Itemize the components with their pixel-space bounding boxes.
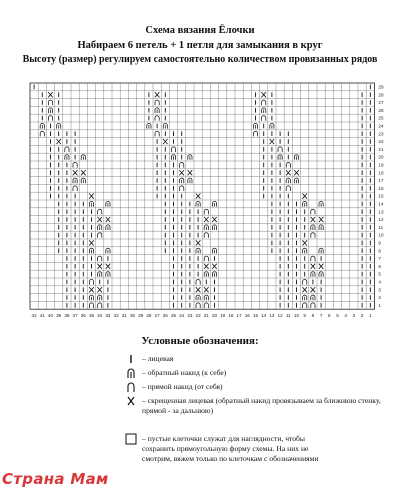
empty-cell-icon <box>124 432 138 446</box>
row-label: 16 <box>378 185 384 191</box>
column-label: 39 <box>56 313 62 319</box>
column-label: 13 <box>269 313 275 319</box>
row-label: 17 <box>378 178 384 184</box>
logo: Страна Мам <box>2 470 109 488</box>
row-label: 26 <box>378 107 384 113</box>
column-label: 42 <box>31 313 37 319</box>
column-label: 10 <box>293 313 300 319</box>
row-label: 9 <box>378 240 381 246</box>
row-label: 20 <box>378 154 384 160</box>
row-label: 19 <box>378 162 384 168</box>
column-label: 9 <box>303 313 306 319</box>
back-yarnover-icon <box>124 366 138 380</box>
column-label: 15 <box>252 313 259 319</box>
row-label: 28 <box>378 92 384 98</box>
column-label: 30 <box>129 313 136 319</box>
row-label: 11 <box>378 224 384 230</box>
column-label: 23 <box>187 313 193 319</box>
column-label: 14 <box>261 313 267 319</box>
row-label: 6 <box>378 263 381 269</box>
row-label: 14 <box>378 201 384 207</box>
row-label: 27 <box>378 100 384 106</box>
row-label: 24 <box>378 123 384 129</box>
row-label: 4 <box>378 279 381 285</box>
column-label: 11 <box>285 313 291 319</box>
row-label: 18 <box>378 170 384 176</box>
column-label: 16 <box>244 313 250 319</box>
column-label: 35 <box>88 313 95 319</box>
yarnover-icon <box>124 380 138 394</box>
crossed-knit-icon <box>124 394 138 408</box>
row-label: 2 <box>378 295 381 301</box>
column-label: 18 <box>228 313 234 319</box>
column-label: 3 <box>352 313 356 319</box>
legend-item-knit: – лицевая <box>142 354 174 363</box>
row-label: 23 <box>378 131 384 137</box>
legend-item-crossed-knit: – скрещенная лицевая (обратный накид провязываем за ближнюю стенку, прямой - за дальнюю) <box>142 396 381 415</box>
column-label: 34 <box>97 313 103 319</box>
column-label: 38 <box>64 313 70 319</box>
row-label: 22 <box>378 139 384 145</box>
knit-icon <box>124 352 138 366</box>
legend-item-back-yarnover: – обратный накид (к себе) <box>142 368 227 377</box>
column-label: 27 <box>154 313 160 319</box>
column-label: 32 <box>113 313 119 319</box>
column-label: 7 <box>319 313 323 319</box>
column-label: 21 <box>203 313 209 319</box>
column-label: 33 <box>105 313 111 319</box>
row-label: 12 <box>378 217 384 223</box>
column-label: 37 <box>72 313 78 319</box>
column-label: 25 <box>170 313 177 319</box>
column-label: 19 <box>220 313 226 319</box>
column-label: 6 <box>328 313 331 319</box>
column-label: 28 <box>146 313 152 319</box>
row-label: 7 <box>378 256 381 262</box>
column-label: 24 <box>179 313 185 319</box>
column-label: 31 <box>121 313 127 319</box>
column-label: 12 <box>277 313 283 319</box>
column-label: 2 <box>360 313 364 319</box>
page-title: Схема вязания Ёлочки <box>145 25 255 36</box>
row-label: 1 <box>378 302 381 308</box>
row-label: 10 <box>378 232 384 238</box>
column-label: 20 <box>211 313 218 319</box>
column-label: 41 <box>39 313 45 319</box>
legend-item-yarnover: – прямой накид (от себя) <box>142 382 223 391</box>
column-label: 17 <box>236 313 242 319</box>
row-label: 29 <box>378 84 384 90</box>
page-subtitle: Набираем 6 петель + 1 петля для замыкания в круг <box>77 40 323 51</box>
row-label: 5 <box>378 271 381 277</box>
column-label: 26 <box>162 313 168 319</box>
column-label: 5 <box>336 313 339 319</box>
legend-title: Условные обозначения: <box>141 335 259 347</box>
row-label: 21 <box>378 146 384 152</box>
row-label: 13 <box>378 209 384 215</box>
column-label: 29 <box>138 313 144 319</box>
legend-item-empty-cell: – пустые клеточки служат для наглядности, чтобы сохранить прямоугольную форму схемы. На них не смотрим, вяжем только по клеточкам с обозначениями <box>142 434 319 463</box>
column-label: 8 <box>311 313 315 319</box>
row-label: 25 <box>378 115 384 121</box>
row-label: 15 <box>378 193 384 199</box>
column-label: 40 <box>47 313 54 319</box>
row-label: 8 <box>378 248 381 254</box>
column-label: 36 <box>80 313 86 319</box>
column-label: 1 <box>369 313 372 319</box>
column-label: 4 <box>344 313 347 319</box>
row-label: 3 <box>378 287 381 293</box>
column-label: 22 <box>195 313 201 319</box>
page-note: Высоту (размер) регулируем самостоятельно количеством провязанных рядов <box>22 54 378 65</box>
